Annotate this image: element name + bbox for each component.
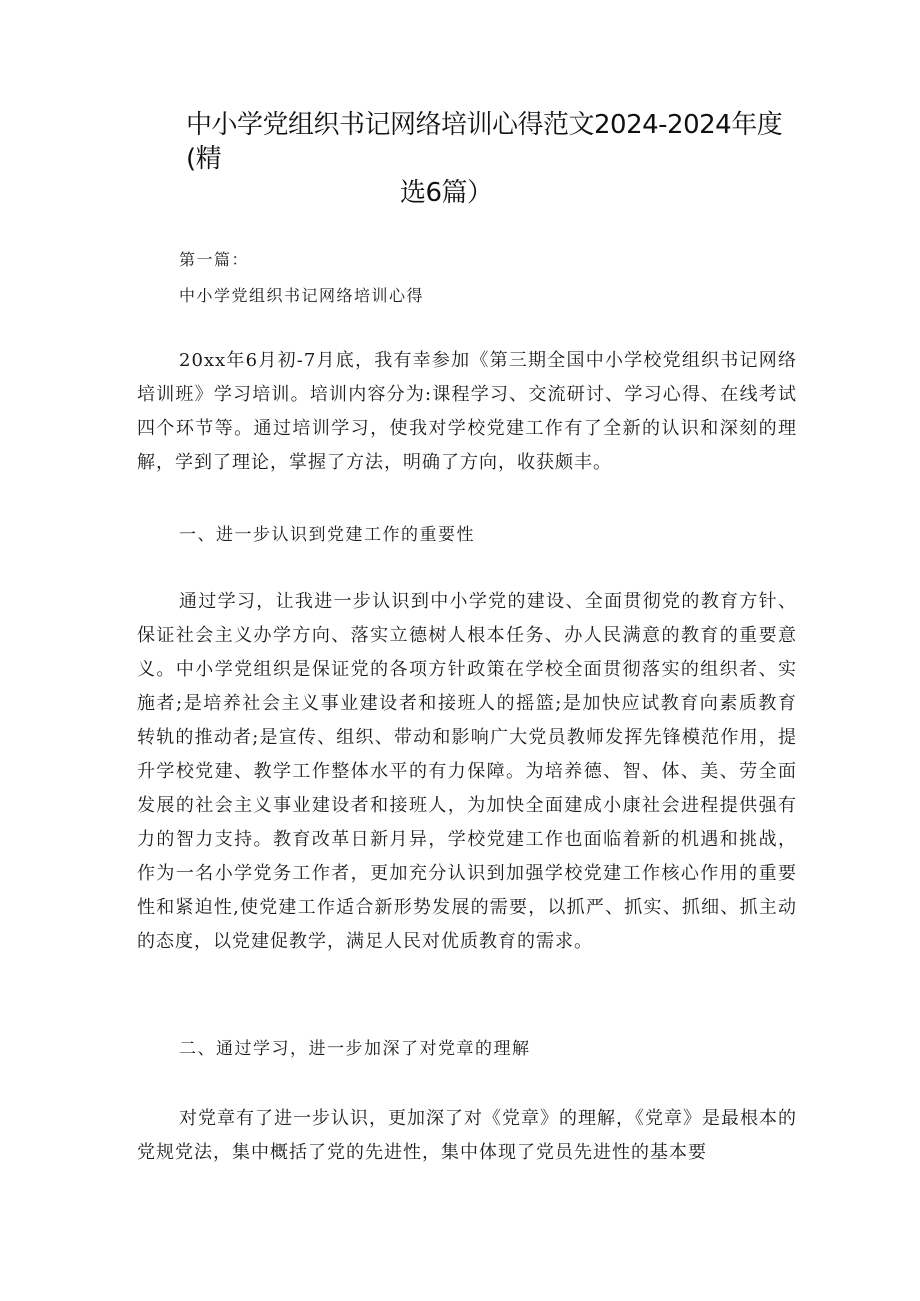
title-line-2: 选6篇） <box>400 178 493 208</box>
part-title: 中小学党组织书记网络培训心得 <box>179 286 425 305</box>
document-title <box>186 108 801 210</box>
paragraph-3: 对党章有了进一步认识，更加深了对《党章》的理解，《党章》是最根本的党规党法，集中概括了党的先进性，集中体现了党员先进性的基本要 <box>137 1108 797 1163</box>
paragraph-1: 20xx年6月初-7月底，我有幸参加《第三期全国中小学校党组织书记网络培训班》学习培训。培训内容分为:课程学习、交流研讨、学习心得、在线考试四个环节等。通过培训学习，使我对学校党建工作有了全新的认识和深刻的理解，学到了理论，掌握了方法，明确了方向，收获颇丰。 <box>137 350 797 473</box>
paragraph-2: 通过学习，让我进一步认识到中小学党的建设、全面贯彻党的教育方针、保证社会主义办学方向、落实立德树人根本任务、办人民满意的教育的重要意义。中小学党组织是保证党的各项方针政策在学校全面贯彻落实的组织者、实施者;是培养社会主义事业建设者和接班人的摇篮;是加快应试教育向素质教育转轨的推动者;是宣传、组织、带动和影响广大党员教师发挥先锋模范作用，提升学校党建、教学工作整体水平的有力保障。为培养德、智、体、美、劳全面发展的社会主义事业建设者和接班人，为加快全面建成小康社会进程提供强有力的智力支持。教育改革日新月异，学校党建工作也面临着新的机遇和挑战，作为一名小学党务工作者，更加充分认识到加强学校党建工作核心作用的重要性和紧迫性,使党建工作适合新形势发展的需要，以抓严、抓实、抓细、抓主动的态度，以党建促教学，满足人民对优质教育的需求。 <box>137 591 797 952</box>
section-heading-2: 二、通过学习，进一步加深了对党章的理解 <box>179 1039 531 1059</box>
part-label: 第一篇： <box>179 250 250 269</box>
title-line-1: 中小学党组织书记网络培训心得范文2024-2024年度(精 <box>186 110 783 174</box>
section-heading-1: 一、进一步认识到党建工作的重要性 <box>179 525 475 545</box>
